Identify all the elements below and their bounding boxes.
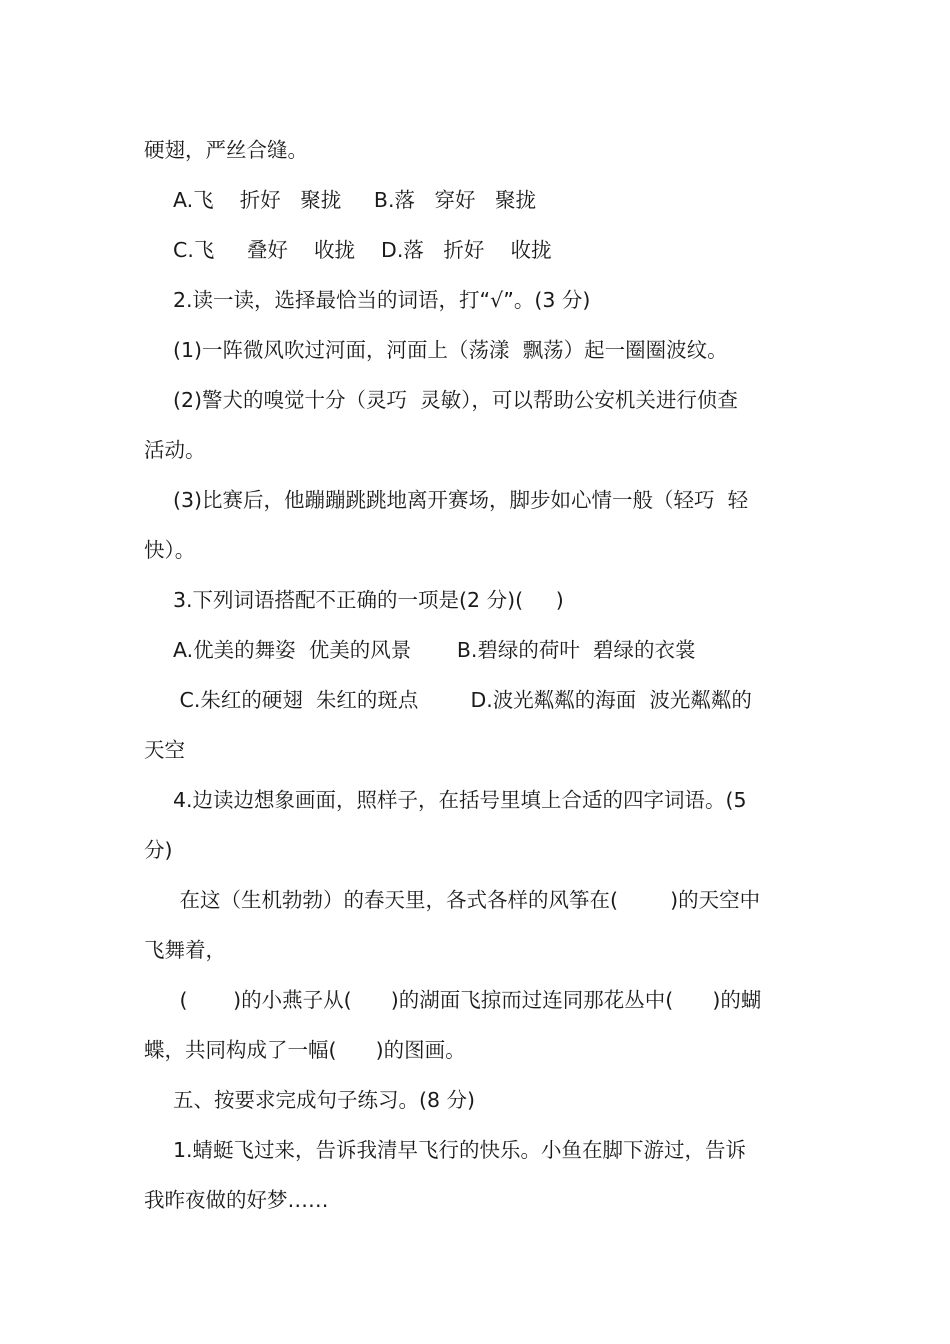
question-2-title: 2.读一读，选择最恰当的词语，打“√”。(3 分)	[173, 288, 591, 312]
section-5-item-1: 1.蜻蜓飞过来，告诉我清早飞行的快乐。小鱼在脚下游过，告诉	[173, 1138, 747, 1162]
question-3-title: 3.下列词语搭配不正确的一项是(2 分)( )	[173, 588, 564, 612]
question-4-passage-2: ( )的小燕子从( )的湖面飞掠而过连同那花丛中( )的蝴	[173, 988, 762, 1012]
option-line-c-d: C.飞 叠好 收拢 D.落 折好 收拢	[173, 238, 552, 262]
question-4-passage-1-cont: 飞舞着，	[144, 938, 226, 962]
question-2-item-2: (2)警犬的嗅觉十分（灵巧 灵敏），可以帮助公安机关进行侦查	[173, 388, 738, 412]
question-4-passage-2-cont: 蝶，共同构成了一幅( )的图画。	[144, 1038, 466, 1062]
question-4-title: 4.边读边想象画面，照样子，在括号里填上合适的四字词语。(5	[173, 788, 747, 812]
question-3-options-cont: 天空	[144, 738, 185, 762]
question-2-item-2-cont: 活动。	[144, 438, 206, 462]
section-5-item-1-cont: 我昨夜做的好梦……	[144, 1188, 329, 1212]
question-4-passage-1: 在这（生机勃勃）的春天里，各式各样的风筝在( )的天空中	[173, 888, 761, 912]
section-5-heading: 五、按要求完成句子练习。(8 分)	[173, 1088, 476, 1112]
question-2-item-1: (1)一阵微风吹过河面，河面上（荡漾 飘荡）起一圈圈波纹。	[173, 338, 728, 362]
question-2-item-3-cont: 快）。	[144, 538, 196, 562]
option-line-a-b: A.飞 折好 聚拢 B.落 穿好 聚拢	[173, 188, 537, 212]
question-2-item-3: (3)比赛后，他蹦蹦跳跳地离开赛场，脚步如心情一般（轻巧 轻	[173, 488, 749, 512]
question-3-options-c-d: C.朱红的硬翅 朱红的斑点 D.波光粼粼的海面 波光粼粼的	[173, 688, 752, 712]
text-line-continuation: 硬翅，严丝合缝。	[144, 138, 308, 162]
question-4-title-cont: 分)	[144, 838, 173, 862]
question-3-options-a-b: A.优美的舞姿 优美的风景 B.碧绿的荷叶 碧绿的衣裳	[173, 638, 696, 662]
